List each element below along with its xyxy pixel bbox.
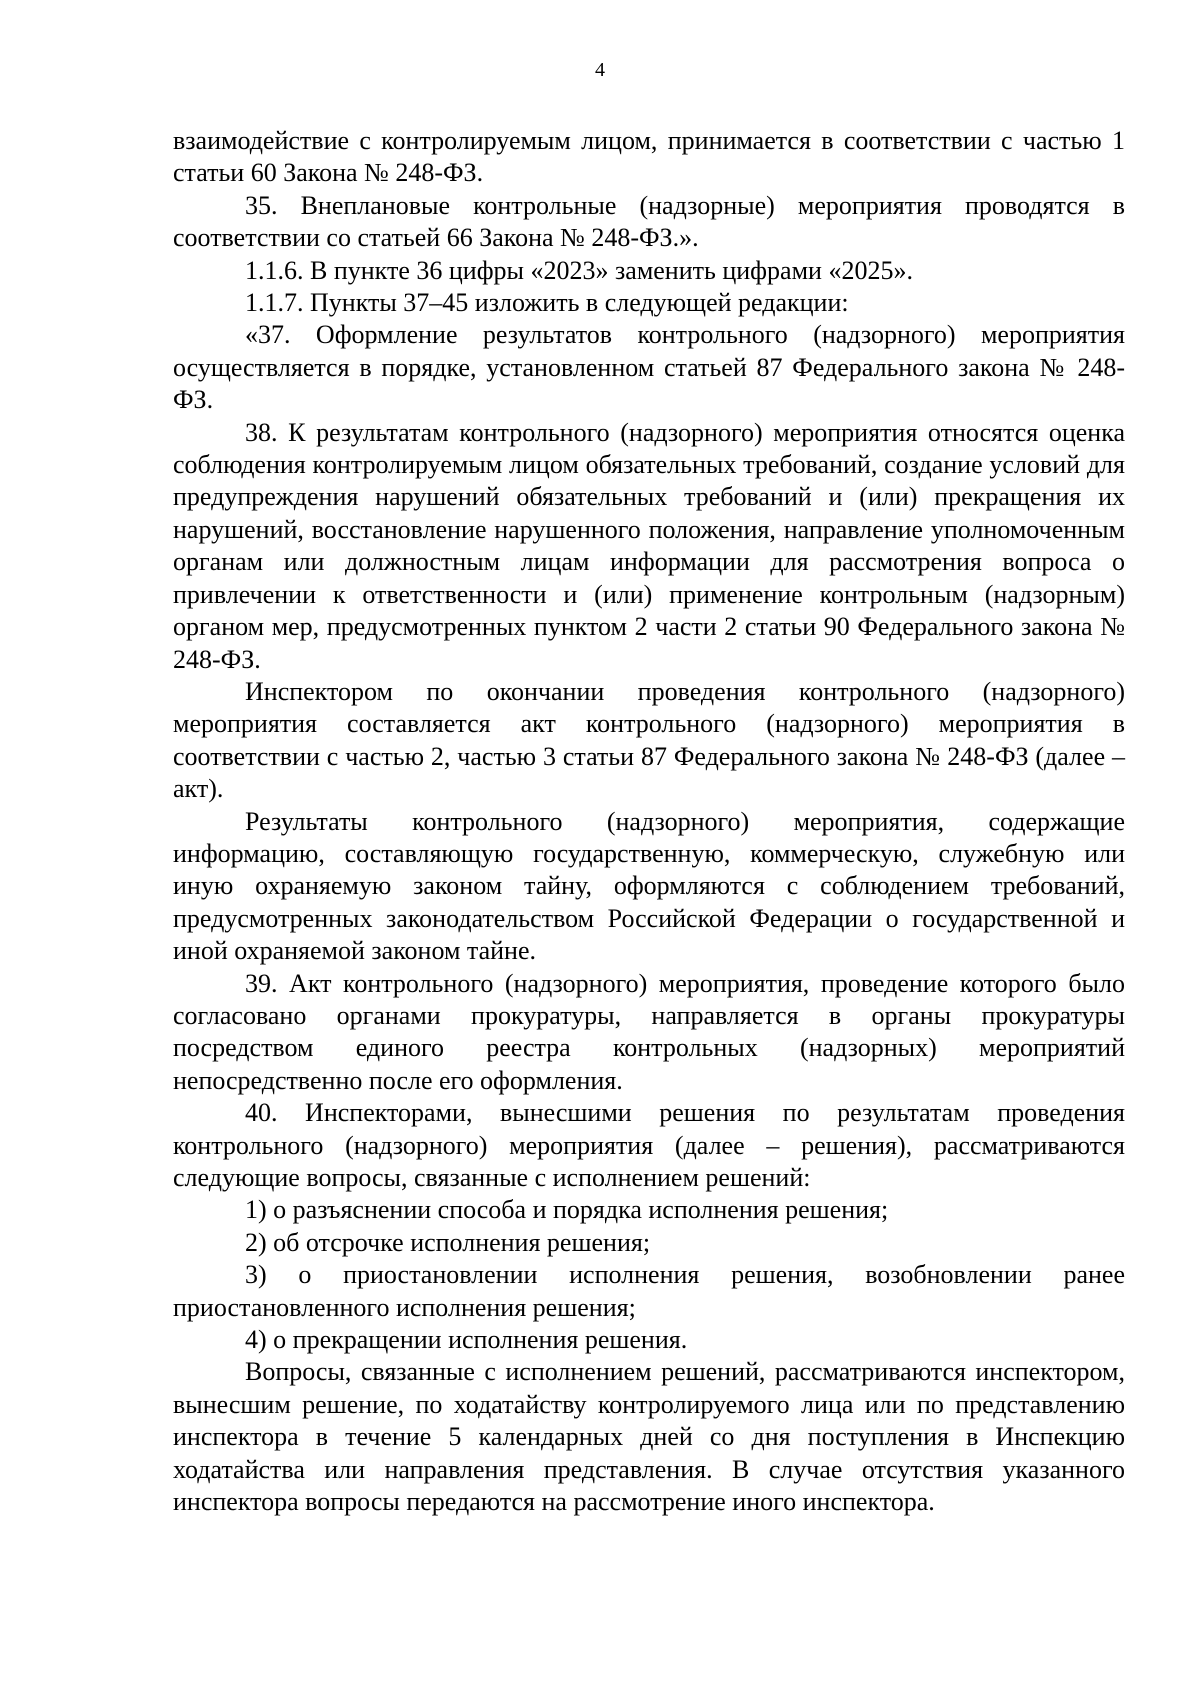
list-item-2: 2) об отсрочке исполнения решения; <box>245 1227 651 1257</box>
paragraph-item-39: 39. Акт контрольного (надзорного) мероприятия, проведение которого было согласовано органами прокуратуры, направляется в органы прокуратуры посредством единого реестра контрольных (надзорных) мероприятий непосредственно после его оформления. <box>173 968 1125 1095</box>
list-item-3: 3) о приостановлении исполнения решения, возобновлении ранее приостановленного исполнения решения; <box>173 1260 1125 1322</box>
list-item-4: 4) о прекращении исполнения решения. <box>245 1325 688 1355</box>
paragraph-amendment-1-1-6: 1.1.6. В пункте 36 цифры «2023» заменить цифрами «2025». <box>245 255 913 285</box>
list-item-1: 1) о разъяснении способа и порядка исполнения решения; <box>245 1195 889 1225</box>
paragraph-item-37: «37. Оформление результатов контрольного (надзорного) мероприятия осуществляется в порядке, установленном статьей 87 Федерального закона № 248-ФЗ. <box>173 320 1125 415</box>
paragraph-item-38: 38. К результатам контрольного (надзорного) мероприятия относятся оценка соблюдения контролируемым лицом обязательных требований, создание условий для предупреждения нарушений обязательных требований и (или) прекращения их нарушений, восстановление нарушенного положения, направление уполномоченным органам или должностным лицам информации для рассмотрения вопроса о привлечении к ответственности и (или) применение контрольным (надзорным) органом мер, предусмотренных пунктом 2 части 2 статьи 90 Федерального закона № 248-ФЗ. <box>173 417 1125 674</box>
paragraph-item-40: 40. Инспекторами, вынесшими решения по результатам проведения контрольного (надзорного) мероприятия (далее – решения), рассматриваются следующие вопросы, связанные с исполнением решений: <box>173 1098 1125 1192</box>
paragraph-secret-results: Результаты контрольного (надзорного) мероприятия, содержащие информацию, составляющую государственную, коммерческую, служебную или иную охраняемую законом тайну, оформляются с соблюдением требований, предусмотренных законодательством Российской Федерации о государственной и иной охраняемой законом тайне. <box>173 806 1125 966</box>
paragraph-questions: Вопросы, связанные с исполнением решений, рассматриваются инспектором, вынесшим решение, по ходатайству контролируемого лица или по представлению инспектора в течение 5 календарных дней со дня поступления в Инспекцию ходатайства или направления представления. В случае отсутствия указанного инспектора вопросы передаются на рассмотрение иного инспектора. <box>173 1357 1125 1517</box>
page-number: 4 <box>595 59 605 81</box>
paragraph-continuation: взаимодействие с контролируемым лицом, принимается в соответствии с частью 1 статьи 60 Закона № 248-ФЗ. <box>173 126 1125 188</box>
paragraph-amendment-1-1-7: 1.1.7. Пункты 37–45 изложить в следующей редакции: <box>245 288 849 318</box>
paragraph-item-35: 35. Внеплановые контрольные (надзорные) мероприятия проводятся в соответствии со статьей 66 Закона № 248-ФЗ.». <box>173 190 1125 253</box>
paragraph-inspector-act: Инспектором по окончании проведения контрольного (надзорного) мероприятия составляется акт контрольного (надзорного) мероприятия в соответствии с частью 2, частью 3 статьи 87 Федерального закона № 248-ФЗ (далее – акт). <box>173 676 1125 804</box>
document-body <box>173 125 1125 1518</box>
